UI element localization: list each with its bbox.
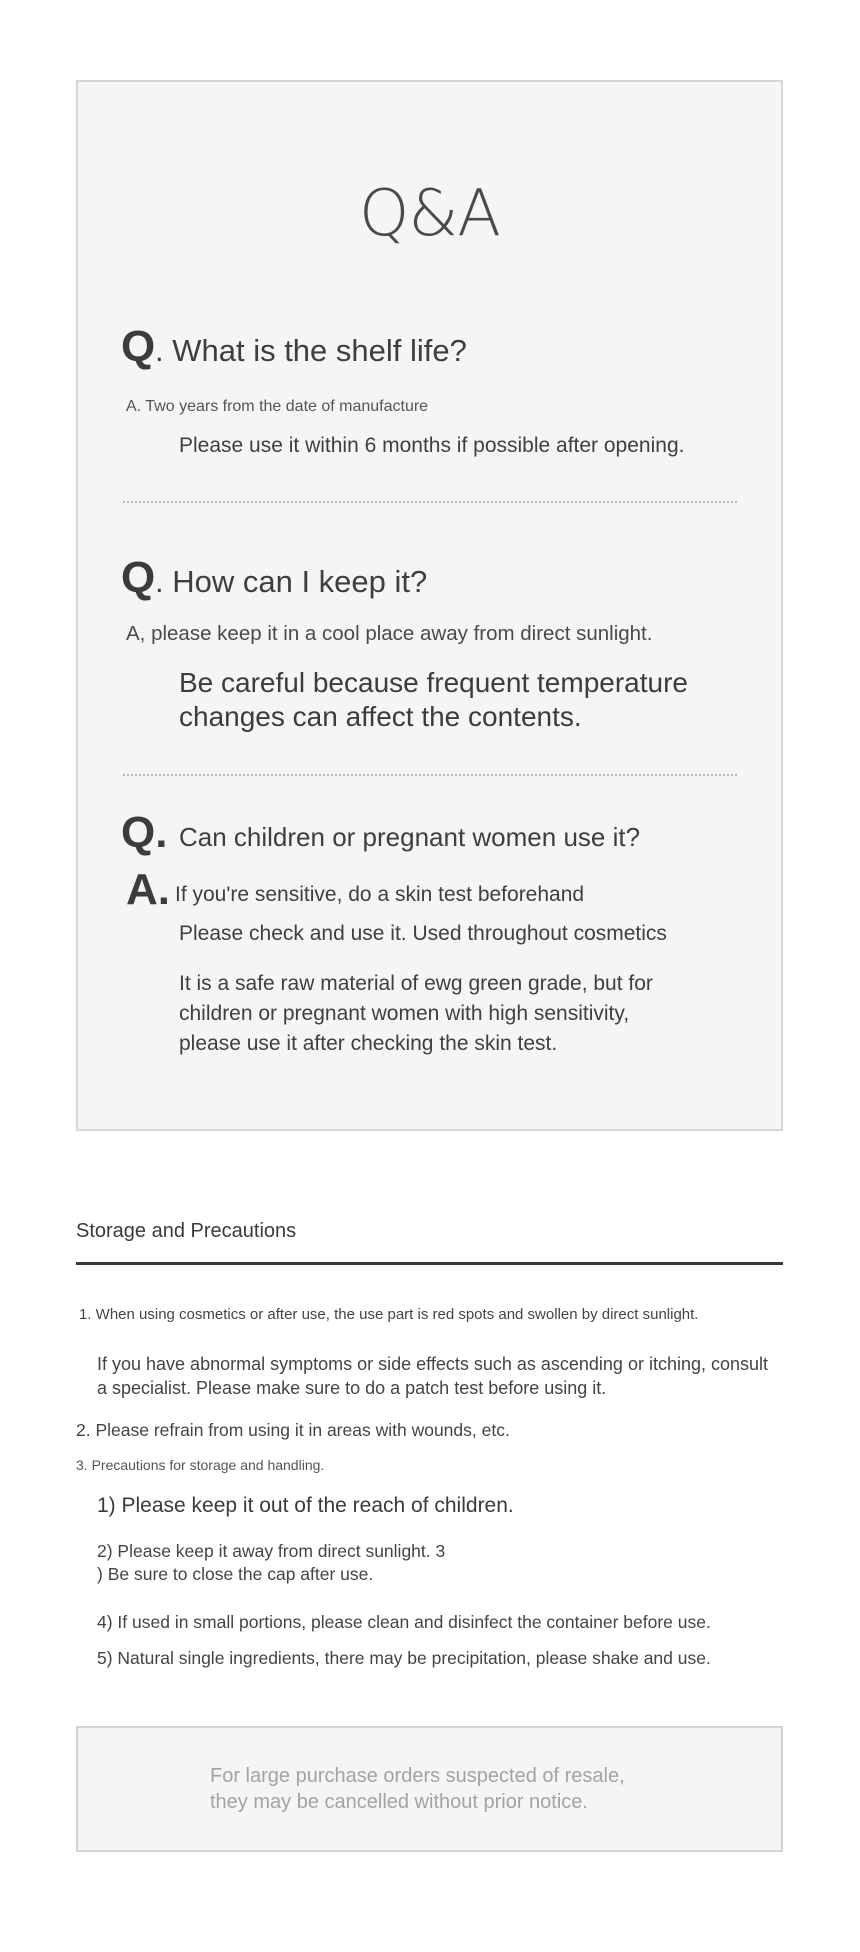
q3-question: Can children or pregnant women use it?	[179, 822, 641, 852]
divider	[123, 501, 737, 503]
divider	[123, 774, 737, 776]
qa-title: Q&A	[358, 177, 501, 251]
storage-item-3: 3. Precautions for storage and handling.	[76, 1457, 325, 1473]
storage-sub-4: 4) If used in small portions, please clean and disinfect the container before use.	[97, 1612, 711, 1632]
q1-question: . What is the shelf life?	[155, 333, 467, 368]
storage-title: Storage and Precautions	[76, 1220, 297, 1242]
q1-answer-line1: A. Two years from the date of manufacture	[126, 398, 429, 415]
qa-panel	[76, 80, 783, 1131]
storage-item-1: 1. When using cosmetics or after use, the use part is red spots and swollen by direct sunlight.	[79, 1306, 699, 1323]
a3-letter: A.	[126, 865, 170, 914]
q3-answer-line3: It is a safe raw material of ewg green grade, but for children or pregnant women with high sensitivity, please use it after checking the skin test.	[179, 972, 653, 1055]
q1-answer-line2: Please use it within 6 months if possible after opening.	[179, 434, 685, 457]
q3-answer-line2: Please check and use it. Used throughout cosmetics	[179, 922, 667, 945]
q1-letter: Q	[121, 322, 156, 371]
storage-sub-2-line1: 2) Please keep it away from direct sunlight. 3	[97, 1541, 446, 1561]
notice-line-2: they may be cancelled without prior notice.	[210, 1791, 588, 1813]
q2-answer-line2: Be careful because frequent temperature changes can affect the contents.	[179, 667, 688, 732]
notice-text	[210, 1763, 625, 1815]
notice-line-1: For large purchase orders suspected of resale,	[210, 1765, 625, 1787]
storage-item-2: 2. Please refrain from using it in areas with wounds, etc.	[76, 1420, 510, 1440]
storage-sub-2-line2: ) Be sure to close the cap after use.	[97, 1564, 374, 1584]
storage-sub-5: 5) Natural single ingredients, there may be precipitation, please shake and use.	[97, 1648, 711, 1668]
q2-letter: Q	[121, 553, 156, 602]
q3-answer-line1: If you're sensitive, do a skin test beforehand	[175, 883, 585, 906]
storage-item-1-detail: If you have abnormal symptoms or side effects such as ascending or itching, consult a specialist. Please make sure to do a patch test before using it.	[97, 1354, 769, 1398]
storage-sub-1: 1) Please keep it out of the reach of children.	[97, 1494, 514, 1517]
notice-box	[76, 1726, 783, 1852]
q2-answer-line1: A, please keep it in a cool place away from direct sunlight.	[126, 622, 653, 645]
section-rule	[76, 1262, 783, 1265]
q2-question: . How can I keep it?	[155, 564, 428, 599]
q3-letter: Q.	[121, 808, 168, 857]
